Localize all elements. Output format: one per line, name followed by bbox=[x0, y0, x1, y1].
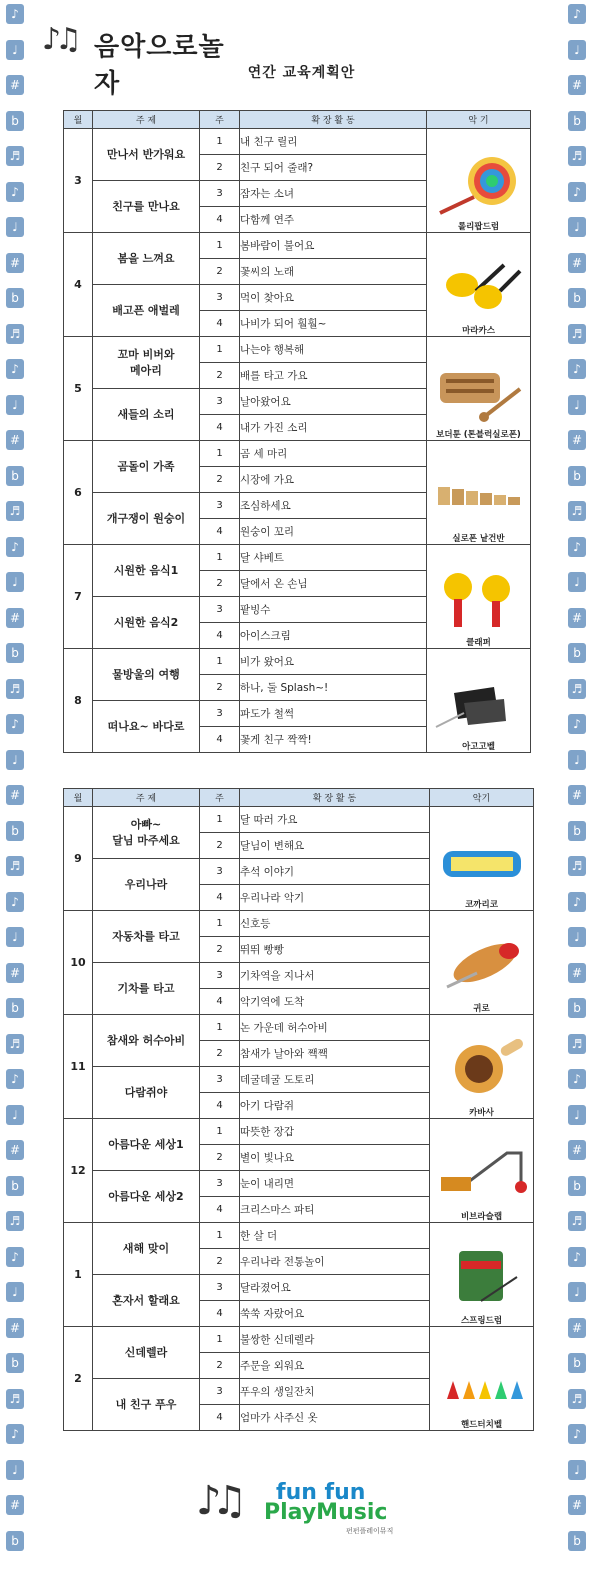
table-row bbox=[64, 1119, 534, 1145]
note-tile-icon: b bbox=[6, 1353, 24, 1373]
topic-cell: 개구쟁이 원숭이 bbox=[93, 493, 200, 545]
note-tile-icon: # bbox=[6, 75, 24, 95]
note-tile-icon: b bbox=[568, 1176, 586, 1196]
table-row bbox=[64, 911, 534, 937]
note-tile-icon: ♩ bbox=[6, 750, 24, 770]
lollipop-drum-icon bbox=[427, 153, 530, 218]
cabasa-icon bbox=[430, 1039, 533, 1104]
clapper-icon bbox=[427, 569, 530, 634]
topic-cell: 기차를 타고 bbox=[93, 963, 200, 1015]
week-cell: 4 bbox=[200, 1301, 240, 1327]
note-tile-icon: ♬ bbox=[568, 1389, 586, 1409]
week-cell: 3 bbox=[200, 493, 240, 519]
month-cell: 7 bbox=[64, 545, 93, 649]
activity-cell: 잠자는 소녀 bbox=[240, 181, 427, 207]
note-tile-icon: ♩ bbox=[568, 572, 586, 592]
week-cell: 3 bbox=[200, 285, 240, 311]
instrument-cell bbox=[427, 233, 531, 337]
topic-cell: 시원한 음식1 bbox=[93, 545, 200, 597]
week-cell: 3 bbox=[200, 859, 240, 885]
week-cell: 4 bbox=[200, 519, 240, 545]
note-tile-icon: b bbox=[6, 111, 24, 131]
activity-cell: 나비가 되어 훨훨~ bbox=[240, 311, 427, 337]
week-cell: 4 bbox=[200, 989, 240, 1015]
activity-cell: 불쌍한 신데렐라 bbox=[240, 1327, 430, 1353]
topic-cell: 아름다운 세상2 bbox=[93, 1171, 200, 1223]
note-tile-icon: b bbox=[568, 998, 586, 1018]
week-cell: 3 bbox=[200, 181, 240, 207]
week-cell: 1 bbox=[200, 545, 240, 571]
activity-cell: 비가 왔어요 bbox=[240, 649, 427, 675]
note-tile-icon: # bbox=[6, 1495, 24, 1515]
note-tile-icon: ♬ bbox=[568, 856, 586, 876]
activity-cell: 참새가 날아와 짹짹 bbox=[240, 1041, 430, 1067]
week-cell: 1 bbox=[200, 807, 240, 833]
note-tile-icon: ♬ bbox=[568, 324, 586, 344]
topic-header: 주 제 bbox=[93, 789, 200, 807]
week-cell: 4 bbox=[200, 1093, 240, 1119]
activity-cell: 팥빙수 bbox=[240, 597, 427, 623]
note-tile-icon: ♪ bbox=[568, 4, 586, 24]
brand-line2: PlayMusic bbox=[264, 1500, 388, 1525]
topic-cell: 물방울의 여행 bbox=[93, 649, 200, 701]
note-tile-icon: ♪ bbox=[6, 359, 24, 379]
instrument-cell bbox=[430, 1223, 534, 1327]
table-row bbox=[64, 337, 531, 363]
table-row bbox=[64, 1223, 534, 1249]
table-row bbox=[64, 545, 531, 571]
week-cell: 2 bbox=[200, 937, 240, 963]
xylophone-bars-icon bbox=[427, 465, 530, 530]
instrument-label: 카바사 bbox=[469, 1108, 494, 1118]
note-tile-icon: ♪ bbox=[6, 1069, 24, 1089]
note-tile-icon: b bbox=[6, 643, 24, 663]
month-cell: 5 bbox=[64, 337, 93, 441]
activity-cell: 먹이 찾아요 bbox=[240, 285, 427, 311]
instrument-cell bbox=[430, 807, 534, 911]
week-cell: 4 bbox=[200, 727, 240, 753]
note-tile-icon: ♩ bbox=[6, 927, 24, 947]
week-cell: 1 bbox=[200, 337, 240, 363]
activity-cell: 원숭이 꼬리 bbox=[240, 519, 427, 545]
month-cell: 6 bbox=[64, 441, 93, 545]
note-tile-icon: ♪ bbox=[568, 892, 586, 912]
month-cell: 3 bbox=[64, 129, 93, 233]
instrument-cell bbox=[430, 1327, 534, 1431]
note-tile-icon: ♬ bbox=[568, 1211, 586, 1231]
activity-cell: 논 가운데 허수아비 bbox=[240, 1015, 430, 1041]
note-tile-icon: ♬ bbox=[6, 324, 24, 344]
note-tile-icon: b bbox=[6, 1176, 24, 1196]
brand-line1: fun fun bbox=[276, 1480, 366, 1505]
note-tile-icon: ♪ bbox=[6, 1424, 24, 1444]
topic-cell: 배고픈 애벌레 bbox=[93, 285, 200, 337]
note-tile-icon: b bbox=[568, 821, 586, 841]
instrument-label: 클래퍼 bbox=[466, 638, 491, 648]
activity-cell: 봄바람이 불어요 bbox=[240, 233, 427, 259]
tone-block-icon bbox=[427, 361, 530, 426]
week-cell: 3 bbox=[200, 963, 240, 989]
note-tile-icon: # bbox=[6, 253, 24, 273]
note-tile-icon: b bbox=[568, 1531, 586, 1551]
activity-cell: 쑥쑥 자랐어요 bbox=[240, 1301, 430, 1327]
activity-cell: 한 살 더 bbox=[240, 1223, 430, 1249]
week-cell: 1 bbox=[200, 911, 240, 937]
note-tile-icon: ♩ bbox=[568, 217, 586, 237]
activity-cell: 파도가 철썩 bbox=[240, 701, 427, 727]
activity-cell: 곰 세 마리 bbox=[240, 441, 427, 467]
month-cell: 9 bbox=[64, 807, 93, 911]
note-tile-icon: # bbox=[6, 1318, 24, 1338]
topic-cell: 꼬마 비버와 메아리 bbox=[93, 337, 200, 389]
note-tile-icon: b bbox=[568, 466, 586, 486]
activity-cell: 푸우의 생일잔치 bbox=[240, 1379, 430, 1405]
brand-name: 음악으로놀자 bbox=[94, 32, 225, 99]
topic-cell: 아빠~ 달님 마주세요 bbox=[93, 807, 200, 859]
instrument-label: 롤리팝드럼 bbox=[457, 222, 500, 232]
note-tile-icon: b bbox=[568, 111, 586, 131]
week-cell: 1 bbox=[200, 1015, 240, 1041]
week-cell: 3 bbox=[200, 1171, 240, 1197]
activity-cell: 날아왔어요 bbox=[240, 389, 427, 415]
activity-cell: 데굴데굴 도토리 bbox=[240, 1067, 430, 1093]
note-tile-icon: ♪ bbox=[568, 1069, 586, 1089]
week-cell: 4 bbox=[200, 885, 240, 911]
month-cell: 10 bbox=[64, 911, 93, 1015]
activity-cell: 기차역을 지나서 bbox=[240, 963, 430, 989]
table-row bbox=[64, 441, 531, 467]
week-cell: 2 bbox=[200, 833, 240, 859]
instrument-cell bbox=[427, 545, 531, 649]
note-tile-icon: # bbox=[6, 430, 24, 450]
topic-cell: 신데렐라 bbox=[93, 1327, 200, 1379]
activity-cell: 달 샤베트 bbox=[240, 545, 427, 571]
month-cell: 11 bbox=[64, 1015, 93, 1119]
instrument-label: 스프링드럼 bbox=[460, 1316, 503, 1326]
instrument-label: 마라카스 bbox=[462, 326, 495, 336]
note-tile-icon: # bbox=[6, 1140, 24, 1160]
note-tile-icon: ♩ bbox=[568, 927, 586, 947]
note-tile-icon: b bbox=[6, 1531, 24, 1551]
note-tile-icon: b bbox=[6, 288, 24, 308]
note-tile-icon: b bbox=[568, 643, 586, 663]
instrument-header: 악기 bbox=[430, 789, 534, 807]
bottom-logo bbox=[196, 1474, 406, 1538]
guiro-icon bbox=[430, 935, 533, 1000]
note-tile-icon: ♪ bbox=[568, 182, 586, 202]
note-tile-icon: b bbox=[6, 466, 24, 486]
note-tile-icon: ♪ bbox=[6, 182, 24, 202]
note-tile-icon: # bbox=[568, 963, 586, 983]
plan-table bbox=[63, 110, 531, 753]
activity-cell: 달에서 온 손님 bbox=[240, 571, 427, 597]
note-tile-icon: b bbox=[6, 998, 24, 1018]
topic-cell: 혼자서 할래요 bbox=[93, 1275, 200, 1327]
note-tile-icon: ♪ bbox=[6, 714, 24, 734]
table-row bbox=[64, 807, 534, 833]
note-tile-icon: ♩ bbox=[568, 1460, 586, 1480]
note-tile-icon: b bbox=[568, 1353, 586, 1373]
instrument-cell bbox=[427, 337, 531, 441]
week-cell: 4 bbox=[200, 623, 240, 649]
topic-cell: 자동차를 타고 bbox=[93, 911, 200, 963]
note-tile-icon: ♪ bbox=[568, 359, 586, 379]
activity-cell: 내 친구 릴리 bbox=[240, 129, 427, 155]
activity-cell: 악기역에 도착 bbox=[240, 989, 430, 1015]
plan-table bbox=[63, 788, 534, 1431]
activity-cell: 주문을 외워요 bbox=[240, 1353, 430, 1379]
activity-cell: 별이 빛나요 bbox=[240, 1145, 430, 1171]
note-tile-icon: # bbox=[568, 785, 586, 805]
note-tile-icon: ♩ bbox=[568, 1282, 586, 1302]
note-tile-icon: ♩ bbox=[6, 1105, 24, 1125]
hand-bells-icon bbox=[430, 1351, 533, 1416]
week-cell: 2 bbox=[200, 155, 240, 181]
instrument-label: 코까리코 bbox=[465, 900, 498, 910]
note-tile-icon: ♬ bbox=[6, 501, 24, 521]
week-cell: 1 bbox=[200, 649, 240, 675]
week-cell: 1 bbox=[200, 1223, 240, 1249]
activity-cell: 뛰뛰 빵빵 bbox=[240, 937, 430, 963]
note-tile-icon: # bbox=[568, 608, 586, 628]
note-tile-icon: ♪ bbox=[568, 714, 586, 734]
activity-cell: 눈이 내리면 bbox=[240, 1171, 430, 1197]
topic-cell: 새들의 소리 bbox=[93, 389, 200, 441]
note-tile-icon: ♩ bbox=[6, 1460, 24, 1480]
note-tile-icon: ♬ bbox=[568, 146, 586, 166]
top-logo bbox=[42, 16, 242, 99]
week-cell: 4 bbox=[200, 415, 240, 441]
week-cell: 3 bbox=[200, 597, 240, 623]
topic-cell: 다람쥐야 bbox=[93, 1067, 200, 1119]
instrument-label: 핸드터치벨 bbox=[460, 1420, 503, 1430]
week-cell: 1 bbox=[200, 233, 240, 259]
vibraslap-icon bbox=[430, 1143, 533, 1208]
activity-cell: 아이스크림 bbox=[240, 623, 427, 649]
note-tile-icon: ♩ bbox=[568, 395, 586, 415]
activity-header: 확 장 활 동 bbox=[240, 111, 427, 129]
note-tile-icon: ♬ bbox=[6, 856, 24, 876]
note-tile-icon: ♪ bbox=[6, 4, 24, 24]
topic-cell: 만나서 반가워요 bbox=[93, 129, 200, 181]
activity-cell: 추석 이야기 bbox=[240, 859, 430, 885]
page-title: 연간 교육계획안 bbox=[247, 65, 356, 81]
activity-cell: 우리나라 악기 bbox=[240, 885, 430, 911]
week-cell: 3 bbox=[200, 1067, 240, 1093]
activity-cell: 꽃씨의 노래 bbox=[240, 259, 427, 285]
topic-cell: 떠나요~ 바다로 bbox=[93, 701, 200, 753]
table-row bbox=[64, 233, 531, 259]
activity-cell: 달 따러 가요 bbox=[240, 807, 430, 833]
week-cell: 3 bbox=[200, 701, 240, 727]
activity-cell: 엄마가 사주신 옷 bbox=[240, 1405, 430, 1431]
week-cell: 2 bbox=[200, 1353, 240, 1379]
note-tile-icon: ♪ bbox=[568, 537, 586, 557]
topic-cell: 내 친구 푸우 bbox=[93, 1379, 200, 1431]
header-row bbox=[64, 111, 531, 129]
activity-cell: 나는야 행복해 bbox=[240, 337, 427, 363]
topic-cell: 우리나라 bbox=[93, 859, 200, 911]
activity-cell: 다함께 연주 bbox=[240, 207, 427, 233]
note-tile-icon: # bbox=[568, 1318, 586, 1338]
week-cell: 2 bbox=[200, 363, 240, 389]
table-row bbox=[64, 649, 531, 675]
month-header: 월 bbox=[64, 111, 93, 129]
topic-header: 주 제 bbox=[93, 111, 200, 129]
activity-header: 확 장 활 동 bbox=[240, 789, 430, 807]
week-cell: 2 bbox=[200, 259, 240, 285]
week-cell: 1 bbox=[200, 129, 240, 155]
week-header: 주 bbox=[200, 789, 240, 807]
harmonica-icon bbox=[430, 831, 533, 896]
note-tile-icon: ♬ bbox=[568, 1034, 586, 1054]
note-tile-icon: ♪ bbox=[6, 1247, 24, 1267]
week-cell: 1 bbox=[200, 1119, 240, 1145]
month-cell: 12 bbox=[64, 1119, 93, 1223]
activity-cell: 하나, 둘 Splash~! bbox=[240, 675, 427, 701]
note-tile-icon: # bbox=[568, 1495, 586, 1515]
note-tile-icon: ♪ bbox=[6, 537, 24, 557]
activity-cell: 크리스마스 파티 bbox=[240, 1197, 430, 1223]
note-tile-icon: ♬ bbox=[6, 679, 24, 699]
note-tile-icon: # bbox=[568, 253, 586, 273]
agogo-bell-icon bbox=[427, 673, 530, 738]
instrument-cell bbox=[427, 441, 531, 545]
instrument-label: 보더툰 (톤블럭실로폰) bbox=[436, 430, 521, 440]
note-tile-icon: ♬ bbox=[568, 501, 586, 521]
instrument-header: 악 기 bbox=[427, 111, 531, 129]
spring-drum-icon bbox=[430, 1247, 533, 1312]
week-cell: 4 bbox=[200, 207, 240, 233]
note-tile-icon: ♩ bbox=[6, 217, 24, 237]
note-tile-icon: # bbox=[568, 430, 586, 450]
week-cell: 2 bbox=[200, 1145, 240, 1171]
note-tile-icon: ♪ bbox=[568, 1247, 586, 1267]
week-cell: 4 bbox=[200, 1405, 240, 1431]
week-cell: 2 bbox=[200, 467, 240, 493]
month-header: 월 bbox=[64, 789, 93, 807]
month-cell: 2 bbox=[64, 1327, 93, 1431]
topic-cell: 봄을 느껴요 bbox=[93, 233, 200, 285]
music-notes-icon: ♪♫ bbox=[196, 1478, 238, 1524]
activity-cell: 배를 타고 가요 bbox=[240, 363, 427, 389]
activity-cell: 시장에 가요 bbox=[240, 467, 427, 493]
activity-cell: 달님이 변해요 bbox=[240, 833, 430, 859]
note-tile-icon: # bbox=[6, 963, 24, 983]
week-cell: 4 bbox=[200, 1197, 240, 1223]
instrument-cell bbox=[427, 649, 531, 753]
week-cell: 2 bbox=[200, 675, 240, 701]
instrument-label: 아고고벨 bbox=[462, 742, 495, 752]
note-tile-icon: ♬ bbox=[568, 679, 586, 699]
week-cell: 3 bbox=[200, 1379, 240, 1405]
note-tile-icon: ♬ bbox=[6, 1211, 24, 1231]
header-row bbox=[64, 789, 534, 807]
note-tile-icon: b bbox=[6, 821, 24, 841]
week-cell: 2 bbox=[200, 1249, 240, 1275]
table-row bbox=[64, 1327, 534, 1353]
instrument-label: 실로폰 낱건반 bbox=[452, 534, 505, 544]
brand-line3: 펀펀플레이뮤직 bbox=[346, 1527, 394, 1535]
week-cell: 2 bbox=[200, 1041, 240, 1067]
table-row bbox=[64, 1015, 534, 1041]
note-tile-icon: # bbox=[6, 785, 24, 805]
instrument-label: 비브라슬랩 bbox=[460, 1212, 503, 1222]
music-notes-icon: ♪♫ bbox=[42, 22, 77, 57]
note-tile-icon: # bbox=[6, 608, 24, 628]
month-cell: 4 bbox=[64, 233, 93, 337]
week-cell: 1 bbox=[200, 1327, 240, 1353]
note-tile-icon: ♩ bbox=[568, 1105, 586, 1125]
note-tile-icon: # bbox=[568, 1140, 586, 1160]
week-cell: 3 bbox=[200, 389, 240, 415]
note-tile-icon: ♩ bbox=[568, 40, 586, 60]
instrument-cell bbox=[430, 1119, 534, 1223]
topic-cell: 시원한 음식2 bbox=[93, 597, 200, 649]
note-tile-icon: ♩ bbox=[6, 395, 24, 415]
instrument-label: 귀로 bbox=[473, 1004, 490, 1014]
week-cell: 2 bbox=[200, 571, 240, 597]
note-tile-icon: ♩ bbox=[568, 750, 586, 770]
week-cell: 1 bbox=[200, 441, 240, 467]
week-header: 주 bbox=[200, 111, 240, 129]
note-tile-icon: ♩ bbox=[6, 1282, 24, 1302]
instrument-cell bbox=[427, 129, 531, 233]
instrument-cell bbox=[430, 911, 534, 1015]
activity-cell: 조심하세요 bbox=[240, 493, 427, 519]
note-tile-icon: ♬ bbox=[6, 1389, 24, 1409]
note-tile-icon: ♬ bbox=[6, 146, 24, 166]
maracas-icon bbox=[427, 257, 530, 322]
note-tile-icon: ♩ bbox=[6, 40, 24, 60]
activity-cell: 따뜻한 장갑 bbox=[240, 1119, 430, 1145]
note-tile-icon: ♪ bbox=[568, 1424, 586, 1444]
note-tile-icon: ♬ bbox=[6, 1034, 24, 1054]
note-tile-icon: ♪ bbox=[6, 892, 24, 912]
activity-cell: 내가 가진 소리 bbox=[240, 415, 427, 441]
instrument-cell bbox=[430, 1015, 534, 1119]
activity-cell: 우리나라 전통놀이 bbox=[240, 1249, 430, 1275]
activity-cell: 신호등 bbox=[240, 911, 430, 937]
activity-cell: 친구 되어 줄래? bbox=[240, 155, 427, 181]
topic-cell: 곰돌이 가족 bbox=[93, 441, 200, 493]
table-row bbox=[64, 129, 531, 155]
week-cell: 4 bbox=[200, 311, 240, 337]
month-cell: 1 bbox=[64, 1223, 93, 1327]
week-cell: 3 bbox=[200, 1275, 240, 1301]
note-tile-icon: # bbox=[568, 75, 586, 95]
topic-cell: 새해 맞이 bbox=[93, 1223, 200, 1275]
note-tile-icon: ♩ bbox=[6, 572, 24, 592]
month-cell: 8 bbox=[64, 649, 93, 753]
note-tile-icon: b bbox=[568, 288, 586, 308]
topic-cell: 아름다운 세상1 bbox=[93, 1119, 200, 1171]
activity-cell: 달라졌어요 bbox=[240, 1275, 430, 1301]
topic-cell: 참새와 허수아비 bbox=[93, 1015, 200, 1067]
activity-cell: 꽃게 친구 짝짝! bbox=[240, 727, 427, 753]
activity-cell: 아기 다람쥐 bbox=[240, 1093, 430, 1119]
topic-cell: 친구를 만나요 bbox=[93, 181, 200, 233]
